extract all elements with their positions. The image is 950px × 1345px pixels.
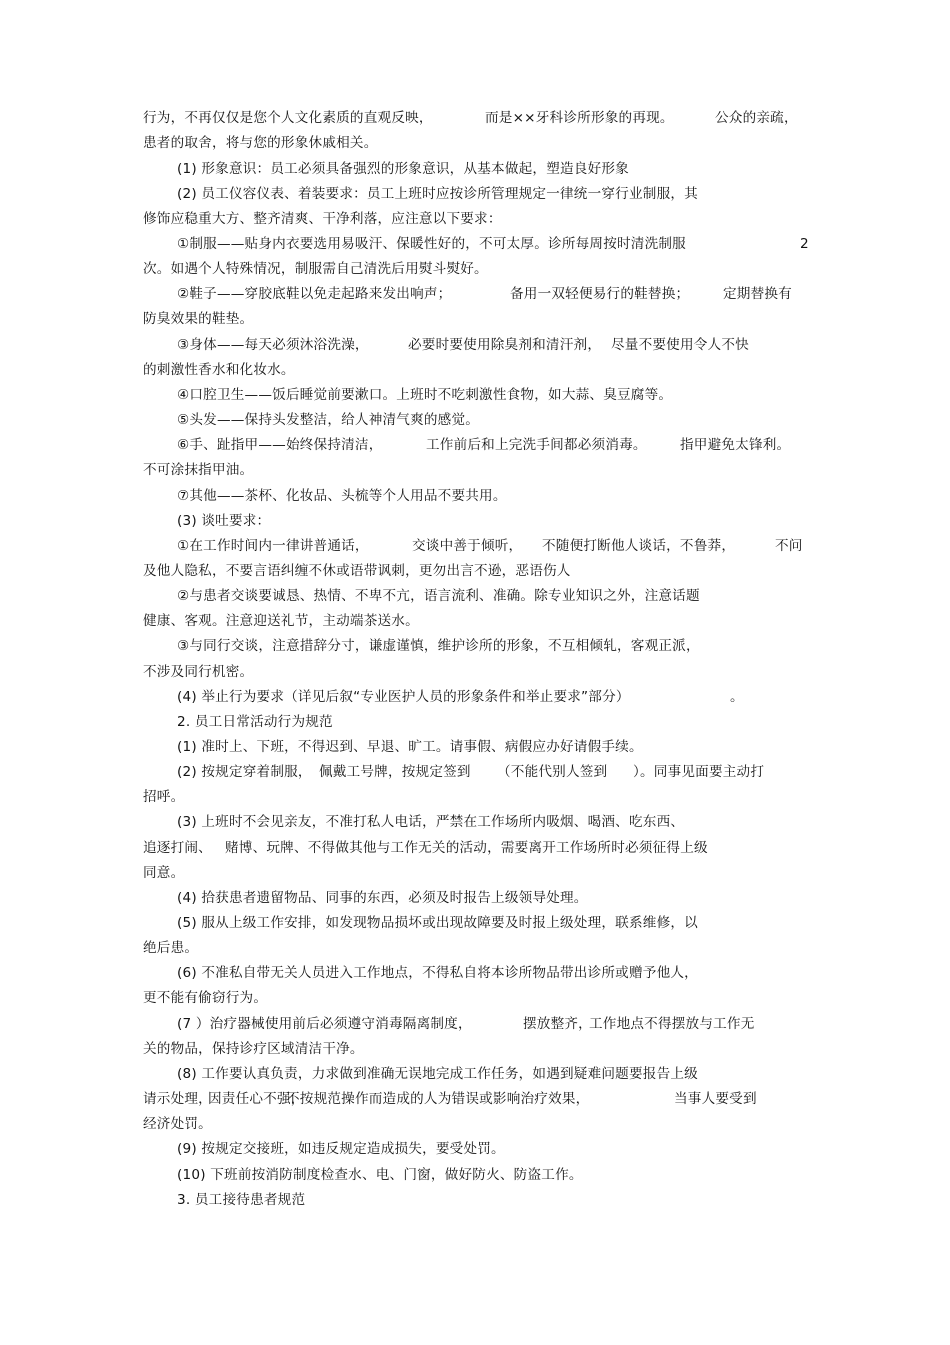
text-segment: 因责任心不强， bbox=[208, 1091, 305, 1107]
text-segment: 不问 bbox=[775, 538, 803, 554]
text-segment: 追逐打闹、 bbox=[143, 840, 212, 856]
text-segment: (7 ）治疗器械使用前后必须遵守消毒隔离制度， bbox=[177, 1016, 472, 1032]
text-segment: 备用一双轻便易行的鞋替换； bbox=[510, 286, 690, 302]
text-segment: (9) 按规定交接班，如违反规定造成损失，要受处罚。 bbox=[177, 1141, 505, 1157]
text-segment: 尽量不要使用令人不快 bbox=[611, 337, 749, 353]
text-segment: （不能代别人签到 bbox=[497, 764, 608, 780]
text-segment: (4) 拾获患者遗留物品、同事的东西，必须及时报告上级领导处理。 bbox=[177, 890, 588, 906]
text-segment: 请示处理， bbox=[143, 1091, 212, 1107]
text-segment: ②与患者交谈要诚恳、热情、不卑不亢，语言流利、准确。除专业知识之外，注意话题 bbox=[177, 588, 700, 604]
text-segment: 必要时要使用除臭剂和清汗剂， bbox=[408, 337, 602, 353]
text-segment: 绝后患。 bbox=[143, 940, 199, 956]
text-segment: 。 bbox=[730, 689, 744, 705]
text-segment: 防臭效果的鞋垫。 bbox=[143, 311, 254, 327]
text-segment: ④口腔卫生——饭后睡觉前要漱口。上班时不吃刺激性食物，如大蒜、臭豆腐等。 bbox=[177, 387, 673, 403]
text-segment: 公众的亲疏， bbox=[715, 110, 798, 126]
text-segment: ③身体——每天必须沐浴洗澡， bbox=[177, 337, 369, 353]
text-segment: 不按规范操作而造成的人为错误或影响治疗效果， bbox=[286, 1091, 590, 1107]
text-segment: 摆放整齐， bbox=[523, 1016, 592, 1032]
text-segment: 修饰应稳重大方、整齐清爽、干净利落，应注意以下要求： bbox=[143, 211, 502, 227]
text-segment: (3) 谈吐要求： bbox=[177, 513, 271, 529]
text-segment: 更不能有偷窃行为。 bbox=[143, 990, 268, 1006]
text-segment: (10) 下班前按消防制度检查水、电、门窗，做好防火、防盗工作。 bbox=[177, 1167, 583, 1183]
text-segment: (2) 员工仪容仪表、着装要求：员工上班时应按诊所管理规定一律统一穿行业制服，其 bbox=[177, 186, 698, 202]
text-segment: ⑦其他——茶杯、化妆品、头梳等个人用品不要共用。 bbox=[177, 488, 507, 504]
text-segment: (2) 按规定穿着制服， bbox=[177, 764, 312, 780]
text-segment: 佩戴工号牌，按规定签到 bbox=[319, 764, 471, 780]
text-segment: ①制服——贴身内衣要选用易吸汗、保暖性好的，不可太厚。诊所每周按时清洗制服 bbox=[177, 236, 686, 252]
text-segment: 同意。 bbox=[143, 865, 185, 881]
text-segment: 经济处罚。 bbox=[143, 1116, 212, 1132]
text-segment: ）。同事见面要主动打 bbox=[633, 764, 765, 780]
text-segment: 而是××牙科诊所形象的再现。 bbox=[485, 110, 674, 126]
text-segment: (3) 上班时不会见亲友，不准打私人电话，严禁在工作场所内吸烟、喝酒、吃东西、 bbox=[177, 814, 685, 830]
text-segment: 工作地点不得摆放与工作无 bbox=[589, 1016, 755, 1032]
text-segment: 定期替换有 bbox=[723, 286, 792, 302]
text-segment: 行为，不再仅仅是您个人文化素质的直观反映， bbox=[143, 110, 433, 126]
text-segment: (8) 工作要认真负责，力求做到准确无误地完成工作任务，如遇到疑难问题要报告上级 bbox=[177, 1066, 698, 1082]
text-segment: 及他人隐私，不要言语纠缠不休或语带讽刺，更勿出言不逊，恶语伤人 bbox=[143, 563, 571, 579]
text-segment: 交谈中善于倾听， bbox=[412, 538, 523, 554]
text-segment: 不可涂抹指甲油。 bbox=[143, 462, 254, 478]
text-segment: (5) 服从上级工作安排，如发现物品损坏或出现故障要及时报上级处理，联系维修，以 bbox=[177, 915, 698, 931]
text-segment: (6) 不准私自带无关人员进入工作地点，不得私自将本诊所物品带出诊所或赠予他人， bbox=[177, 965, 698, 981]
text-segment: (1) 准时上、下班，不得迟到、早退、旷工。请事假、病假应办好请假手续。 bbox=[177, 739, 643, 755]
text-segment: 的刺激性香水和化妆水。 bbox=[143, 362, 295, 378]
text-segment: 关的物品，保持诊疗区域清洁干净。 bbox=[143, 1041, 364, 1057]
text-segment: 招呼。 bbox=[143, 789, 185, 805]
text-segment: 患者的取舍，将与您的形象休戚相关。 bbox=[143, 135, 378, 151]
text-segment: 2. 员工日常活动行为规范 bbox=[177, 714, 333, 730]
text-segment: ③与同行交谈，注意措辞分寸，谦虚谨慎，维护诊所的形象，不互相倾轧，客观正派， bbox=[177, 638, 700, 654]
text-segment: ①在工作时间内一律讲普通话， bbox=[177, 538, 369, 554]
text-segment: ②鞋子——穿胶底鞋以免走起路来发出响声； bbox=[177, 286, 452, 302]
text-segment: 当事人要受到 bbox=[674, 1091, 757, 1107]
text-segment: ⑥手、趾指甲——始终保持清洁， bbox=[177, 437, 383, 453]
text-segment: 不涉及同行机密。 bbox=[143, 664, 254, 680]
text-segment: (1) 形象意识：员工必须具备强烈的形象意识，从基本做起，塑造良好形象 bbox=[177, 161, 629, 177]
text-segment: ⑤头发——保持头发整洁，给人神清气爽的感觉。 bbox=[177, 412, 480, 428]
text-segment: 2 bbox=[800, 236, 809, 252]
text-segment: 3. 员工接待患者规范 bbox=[177, 1192, 306, 1208]
text-segment: (4) 举止行为要求（详见后叙“专业医护人员的形象条件和举止要求”部分） bbox=[177, 689, 630, 705]
text-segment: 健康、客观。注意迎送礼节，主动端茶送水。 bbox=[143, 613, 419, 629]
text-segment: 赌博、玩牌、不得做其他与工作无关的活动，需要离开工作场所时必须征得上级 bbox=[225, 840, 708, 856]
text-segment: 指甲避免太锋利。 bbox=[680, 437, 791, 453]
text-segment: 工作前后和上完洗手间都必须消毒。 bbox=[426, 437, 647, 453]
text-segment: 不随便打断他人谈话，不鲁莽， bbox=[542, 538, 736, 554]
text-segment: 次。如遇个人特殊情况，制服需自己清洗后用熨斗熨好。 bbox=[143, 261, 488, 277]
